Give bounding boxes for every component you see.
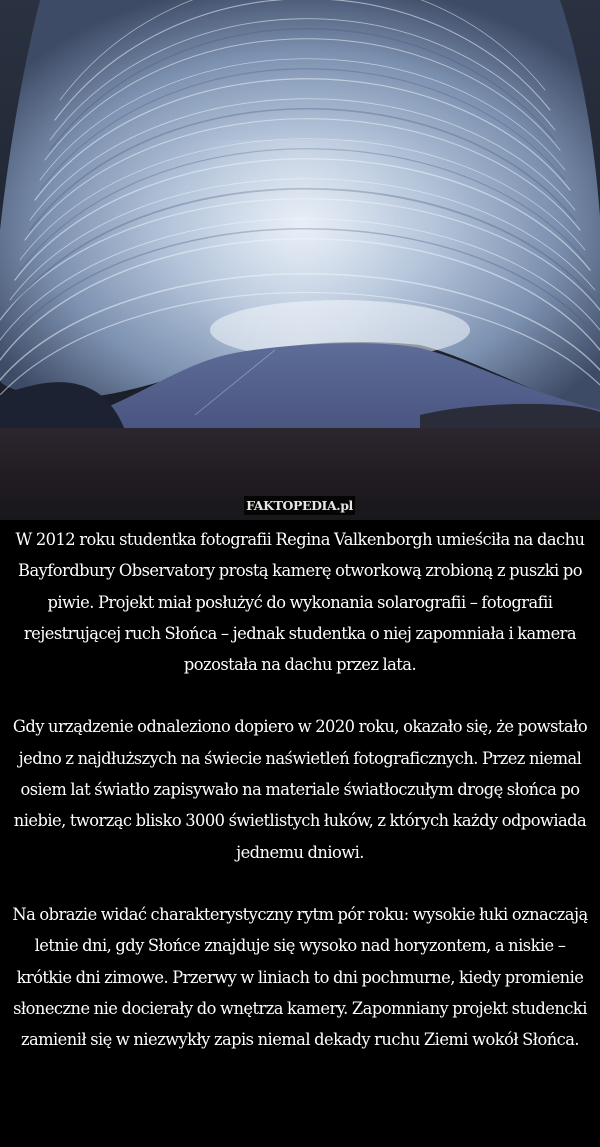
- caption-paragraph-1: W 2012 roku studentka fotografii Regina Valkenborgh umieściła na dachu Bayfordbury Observatory prostą kamerę otworkową zrobioną z puszki po piwie. Projekt miał posłużyć do wykonania solarografii – fotografii rejestrującej ruch Słońca – jednak studentka o niej zapomniała i kamera pozostała na dachu przez lata.: [15, 530, 585, 675]
- caption-text: [0, 520, 600, 1147]
- caption-paragraph-3: Na obrazie widać charakterystyczny rytm pór roku: wysokie łuki oznaczają letnie dni, gdy Słońce znajduje się wysoko nad horyzontem, a niskie – krótkie dni zimowe. Przerwy w liniach to dni pochmurne, kiedy promienie słoneczne nie docierały do wnętrza kamery. Zapomniany projekt studencki zamienił się w niezwykły zapis niemal dekady ruchu Ziemi wokół Słońca.: [12, 904, 588, 1050]
- faktopedia-watermark: FAKTOPEDIA.pl: [244, 496, 355, 515]
- solarograph-photo: [0, 0, 600, 520]
- caption-paragraph-2: Gdy urządzenie odnaleziono dopiero w 2020 roku, okazało się, że powstało jedno z najdłuższych na świecie naświetleń fotograficznych. Przez niemal osiem lat światło zapisywało na materiale światłoczułym drogę słońca po niebie, tworząc blisko 3000 świetlistych łuków, z których każdy odpowiada jednemu dniowi.: [12, 717, 588, 862]
- solarograph-image: [0, 0, 600, 520]
